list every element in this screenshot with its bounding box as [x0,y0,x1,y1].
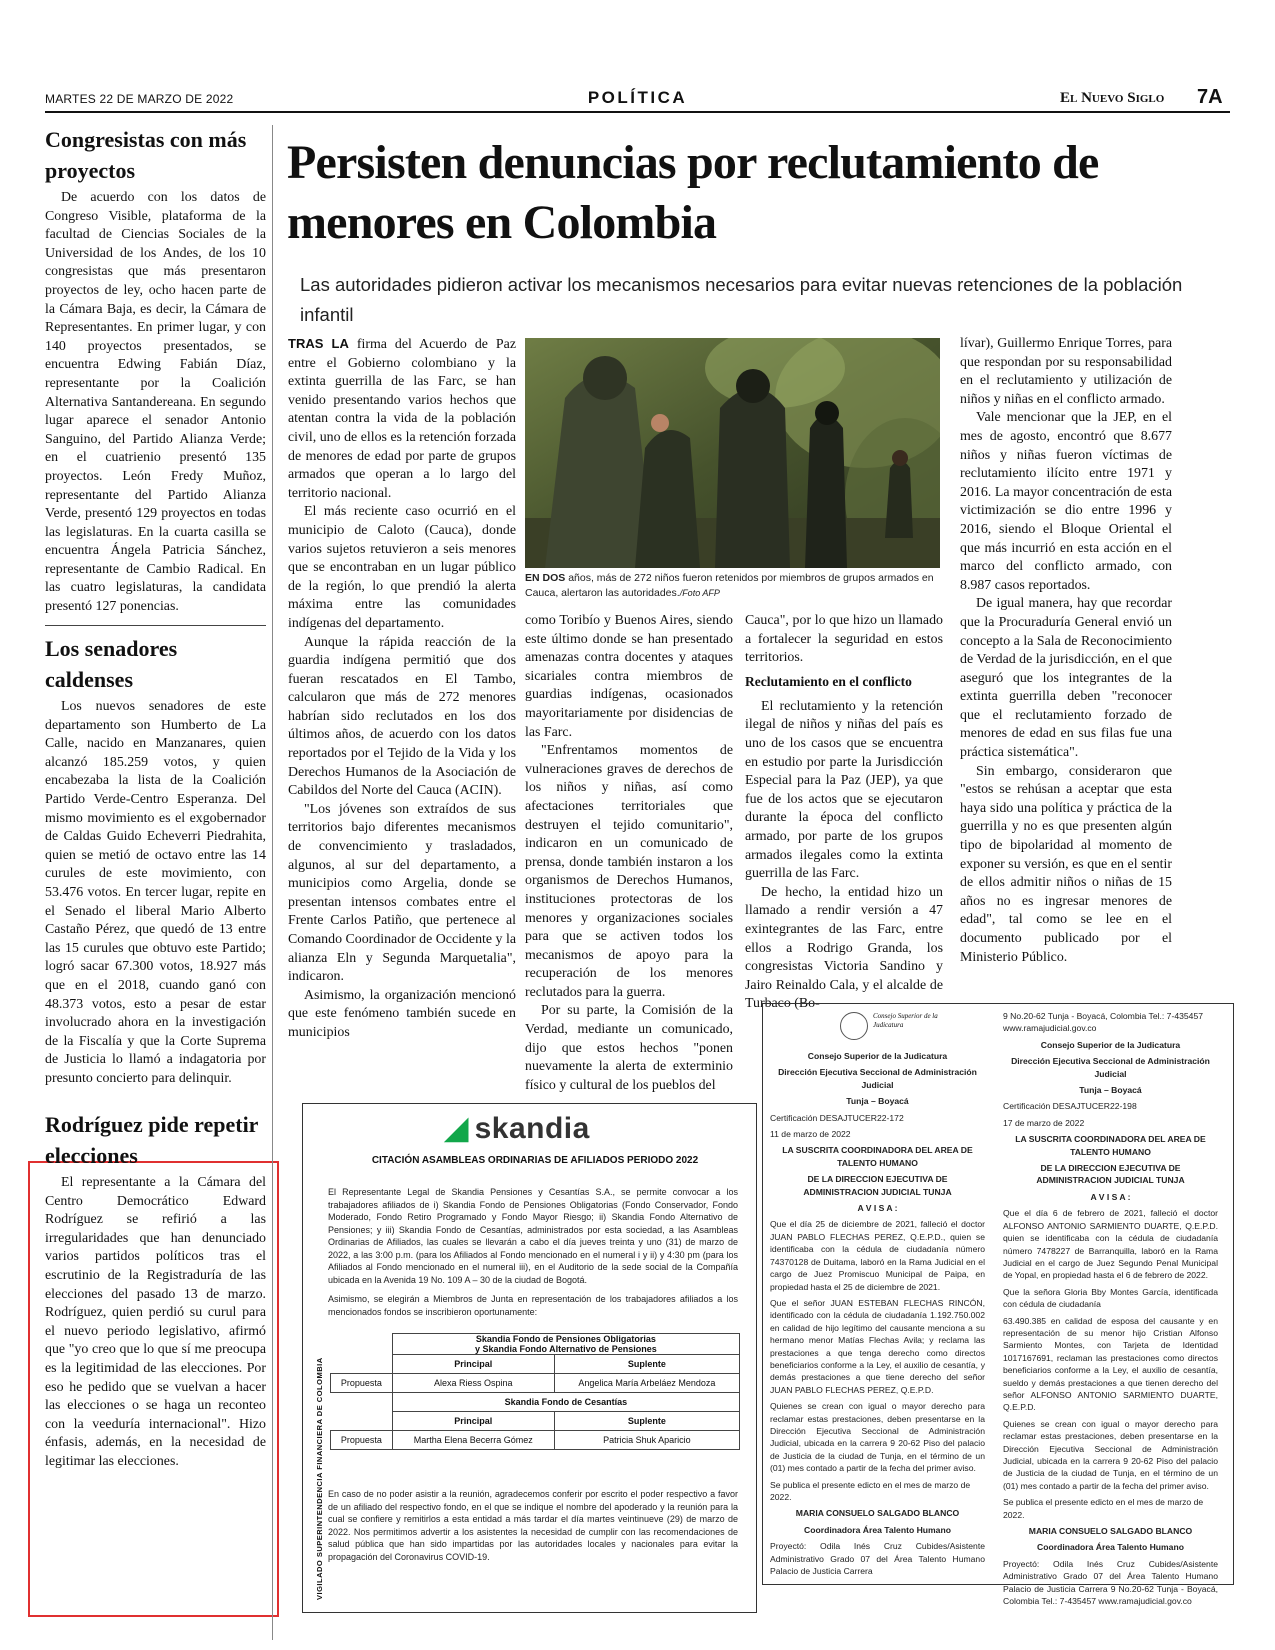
sidebar-title: Los senadores caldenses [45,636,178,692]
masthead-rule [45,111,1230,113]
ad-paragraph: El Representante Legal de Skandia Pensiones y Cesantías S.A., se permite convocar a los trabajadores afiliados de i) Skandia Fondo de Pensiones Obligatorias (Fondo Conservador, Fondo Moderado, Fondo Retiro Programado y Fondo Mayor Riesgo; ii) Skandia Fondo Alternativo de Pensiones; y iii) Skandia Fondo de Cesantías, administrados por esta sociedad, a las Asambleas Ordinarias de Afiliados, las cuales se llevarán a cabo el día jueves treinta y uno (31) de marzo de 2022, a las 3:00 p.m. (para los Afiliados al Fondo mencionado en el numeral i y ii) y 4:30 pm (para los Afiliados al Fondo mencionado en el numeral iii), en el Auditorio de la sede social de la Compañía ubicada en la Avenida 19 No. 109 A – 30 de la ciudad de Bogotá. [328,1187,738,1285]
sidebar-body: Los nuevos senadores de este departamento son Humberto de La Calle, nacido en Manzanares, quien alcanzó 185.259 votos, y quien encabezaba la lista de la Coalición Partido Verde-Centro Esperanza. Del mismo movimiento es el exgobernador de Caldas Guido Echeverri Piedrahita, quien se metió de octavo entre las 14 curules de este movimiento, con 53.476 votos. En tercer lugar, repite en el Senado el liberal Mario Alberto Castaño Pérez, que quedó de 13 entre las 15 curules que obtuvo este Partido; logró sacar 67.300 votos, 18.927 más que en el 2018, cuando ganó con 48.373 votos, esto a pesar de estar involucrado ahora en la investigación de la Fiscalía y que la Corte Suprema de Justicia lo llamó a indagatoria por presunto concierto para delinquir. [45,699,266,1086]
sidebar-story-senadores [45,633,266,1088]
section-name: POLÍTICA [587,88,688,107]
table-header: Principal [392,1355,554,1374]
article-column-1 [288,335,516,1043]
article-paragraph: "Enfrentamos momentos de vulneraciones graves de derechos de los niños y niñas, así como afectaciones territoriales que destruyen el tejido comunitario", indicaron en un comunicado de prensa, donde también instaron a los organismos de Derechos Humanos, instituciones protectoras de los menores y organizaciones sociales para que se activen todos los mecanismos de apoyo para la recuperación de los menores reclutados para la guerra. [525,743,733,1000]
article-paragraph: El reclutamiento y la retención ilegal de niños y niñas del país es uno de los casos que se encuentra en estudio por parte la Jurisdicción Especial para la Paz (JEP), ya que fue de los actos que se ejecutaron durante la época del conflicto armado, por parte de los grupos armados ilegales como la extinta guerrilla de las Farc. [745,698,943,882]
article-column-4 [960,335,1172,967]
article-column-2 [525,612,733,1095]
article-paragraph: Cauca", por lo que hizo un llamado a fortalecer la seguridad en estos territorios. [745,613,943,666]
ad-title: CITACIÓN ASAMBLEAS ORDINARIAS DE AFILIADOS PERIODO 2022 [371,1155,699,1166]
skandia-arrow-icon: ◢ [445,1112,469,1145]
article-paragraph: Por su parte, la Comisión de la Verdad, mediante un comunicado, dijo que estos hechos "ponen nuevamente la alerta de exterminio físico y cultural de los pueblos del [525,1003,733,1093]
news-photo [525,338,940,568]
sidebar-title: Congresistas con más proyectos [45,127,247,183]
sidebar-story-rodriguez [45,1109,266,1472]
article-paragraph: Aunque la rápida reacción de la guardia indígena permitió que dos fueran rescatados en El Tambo, calcularon que más de 272 menores habrían sido reclutados en los dos últimos años, de acuerdo con los datos reportados por el Tejido de la Vida y los Derechos Humanos de la Asociación de Cabildos del Norte del Cauca (ACIN). [288,634,516,799]
article-headline: Persisten denuncias por reclutamiento de menores en Colombia [287,136,1099,249]
soldiers-in-jungle-image [525,338,940,568]
article-paragraph: lívar), Guillermo Enrique Torres, para que respondan por su responsabilidad en el reclutamiento y utilización de niños y niñas en el conflicto armado. [960,336,1172,407]
issue-date: MARTES 22 DE MARZO DE 2022 [45,92,234,106]
article-paragraph: De igual manera, hay que recordar que la Procuraduría General envió un concepto a la Sala de Reconocimiento de Verdad de la jurisdicción, en el que aseguró que los integrantes de la extinta guerrilla deben "reconocer que el reclutamiento forzado de menores de edad en sus filas fue una práctica sistemática". [960,596,1172,761]
column-divider [272,125,273,1640]
newspaper-brand: El Nuevo Siglo [1060,90,1165,106]
sidebar-divider [45,625,266,626]
table-row: Propuesta Alexa Riess Ospina Angelica María Arbeláez Mendoza [331,1374,740,1393]
seal-caption: Consejo Superior de la Judicatura [873,1012,938,1029]
article-paragraph: De hecho, la entidad hizo un llamado a rendir versión a 47 exintegrantes de las Farc, entre ellos a Rodrigo Granda, los congresistas Victoria Sandino y Jairo Reinaldo Cala, y el alcalde de Turbaco (Bo- [745,884,943,1012]
lead-caps: TRAS LA [288,336,349,351]
table-header: Suplente [554,1412,739,1431]
photo-credit: /Foto AFP [679,588,720,598]
caption-lead: EN DOS [525,572,566,584]
notice-right: 9 No.20-62 Tunja - Boyacá, Colombia Tel.: 7-435457 www.ramajudicial.gov.co Consejo Superior de la Judicatura Dirección Ejecutiva Seccional de Administración Judicial Tunja – Boyacá Certificación DESAJTUCER22-198 17 de marzo de 2022 LA SUSCRITA COORDINADORA DEL AREA DE TALENTO HUMANO DE LA DIRECCION EJECUTIVA DE ADMINISTRACION JUDICIAL TUNJA A V I S A : Que el día 6 de febrero de 2021, falleció el doctor ALFONSO ANTONIO SARMIENTO DUARTE, Q.E.P.D. quien se identificaba con la cédula de ciudadanía número 7478227 de Barranquilla, laboró en la Rama Judicial en el cargo de Juez Segundo Penal Municipal de Yopal, en propiedad hasta el 6 de febrero de 2022. Que la señora Gloria Bby Montes García, identificada con cédula de ciudadanía 63.490.385 en calidad de esposa del causante y en representación de su menor hijo Cristian Alfonso Sarmiento Montes, con Tarjeta de Identidad 1017167691, reclaman las prestaciones como directos beneficiarios conforme a la Ley, el auxilio de cesantía, sueldo y demás prestaciones a que tienen derecho del señor ALFONSO ANTONIO SARMIENTO DUARTE, Q.E.P.D. Quienes se crean con igual o mayor derecho para reclamar estas prestaciones, deben presentarse en la Dirección Ejecutiva Seccional de Administración Judicial, ubicada en la carrera 9 20-62 Piso del palacio de Justicia de la ciudad de Tunja, en el término de un (01) mes contado a partir de la fecha del primer aviso. Se publica el presente edicto en el mes de marzo de 2022. MARIA CONSUELO SALGADO BLANCO Coordinadora Área Talento Humano Proyectó: Odila Inés Cruz Cubides/Asistente Administrativo Grado 07 del Área Talento Humano Palacio de Justicia Carrera 9 No.20-62 Tunja - Boyacá, Colombia Tel.: 7-435457 www.ramajudicial.gov.co [1003,1011,1218,1607]
candidates-table [330,1333,740,1450]
page-number: 7A [1197,86,1223,108]
photo-caption: EN DOS años, más de 272 niños fueron retenidos por miembros de grupos armados en Cauca, alertaron las autoridades./Foto AFP [525,572,934,599]
article-column-3 [745,612,943,1014]
sidebar-body: De acuerdo con los datos de Congreso Visible, plataforma de la facultad de Ciencias Sociales de la Universidad de los Andes, de los 10 congresistas que más presentaron proyectos de ley, ocho hacen parte de la Cámara Baja, es decir, la Cámara de Representantes. En primer lugar, y con 140 proyectos presentados, se encuentra Edwing Fabián Díaz, representante por la Coalición Alternativa Santandereana. En segundo lugar aparece el senador Antonio Sanguino, del Partido Alianza Verde; en el cuatrienio presentó 135 proyectos. León Fredy Muñoz, representante del Partido Alianza Verde, presentó 129 proyectos en todas las legislaturas. En la cuarta casilla se encuentra Ángela Patricia Sánchez, representante de Cambio Radical. En las cuatro legislaturas, la candidata presentó 127 ponencias. [45,190,266,615]
sidebar-body: El representante a la Cámara del Centro Democrático Edward Rodríguez se refirió a las irregularidades que han denunciado varios partidos políticos tras el escrutinio de la Registraduría de las elecciones del pasado 13 de marzo. Rodríguez, quien perdió su curul para el nuevo periodo legislativo, afirmó que "yo creo que lo que sí me preocupa es la legitimidad de las elecciones. Por eso he pedido que se vuelvan a hacer las elecciones o se haga un reconteo con la veeduría internacional". Hizo énfasis, además, en la necesidad de legitimar las elecciones. [45,1175,266,1469]
ad-paragraph: En caso de no poder asistir a la reunión, agradecemos conferir por escrito el poder respectivo a favor de un afiliado del respectivo fondo, en el que se indique el nombre del apoderado y la reunión para la cual se confiere y remitirlos a esta entidad a más tardar el día martes veintinueve (29) de marzo de 2022. Nos permitimos advertir a los asistentes la necesidad de cumplir con las recomendaciones de salud pública que han sido impartidas por las autoridades locales y nacionales para evitar la propagación del Coronavirus COVID-19. [328,1489,738,1562]
table-header: Suplente [554,1355,739,1374]
ad-paragraph: Asimismo, se elegirán a Miembros de Junta en representación de los trabajadores afiliados a los mencionados fondos se inscribieron oportunamente: [328,1294,738,1317]
vigilado-label: VIGILADO SUPERINTENDENCIA FINANCIERA DE COLOMBIA [315,1357,324,1600]
article-paragraph: TRAS LA firma del Acuerdo de Paz entre el Gobierno colombiano y la extinta guerrilla de las Farc, se han venido presentando varios hechos que atentan contra la vida de la población civil, uno de ellos es la retención forzada de menores de edad por parte de grupos armados que operan a lo largo del territorio nacional. [288,336,516,501]
skandia-logo: ◢ skandia [445,1112,590,1145]
sidebar-story-congresistas [45,124,266,617]
sidebar-title: Rodríguez pide repetir elecciones [45,1112,259,1168]
article-deck: Las autoridades pidieron activar los mecanismos necesarios para evitar nuevas retenciones de la población infantil [300,274,1183,325]
article-paragraph: Sin embargo, consideraron que "estos se rehúsan a aceptar que esta haya sido una política y práctica de la guerrilla y no es que presenten algún tipo de bipolaridad al momento de exponer su versión, es que en el sentir de ellos admitir niños o niñas de 15 años no es ingresar menores de edad", tal como se lee en el documento publicado por el Ministerio Público. [960,763,1172,965]
article-paragraph: Asimismo, la organización mencionó que este fenómeno también sucede en municipios [288,987,516,1040]
notice-left: Consejo Superior de la Judicatura Dirección Ejecutiva Seccional de Administración Judicial Tunja – Boyacá Certificación DESAJTUCER22-172 11 de marzo de 2022 LA SUSCRITA COORDINADORA DEL AREA DE TALENTO HUMANO DE LA DIRECCION EJECUTIVA DE ADMINISTRACION JUDICIAL TUNJA A V I S A : Que el día 25 de diciembre de 2021, falleció el doctor JUAN PABLO FLECHAS PEREZ, Q.E.P.D., quien se identificaba con la cédula de ciudadanía número 74370128 de Duitama, laboró en la Rama Judicial en el cargo de Juez Promiscuo Municipal de Paipa, en propiedad hasta el 25 de diciembre de 2021. Que el señor JUAN ESTEBAN FLECHAS RINCÓN, identificado con la cédula de ciudadanía 1.192.750.002 en calidad de hijo legítimo del causante menciona a su hermano menor Matías Flechas Avila; y reclama las prestaciones a que tenga derecho como directos beneficiarios conforme a la Ley, el auxilio de cesantía, y demás prestaciones a que tiene derecho del señor JUAN PABLO FLECHAS PEREZ, Q.E.P.D. Quienes se crean con igual o mayor derecho para reclamar estas prestaciones, deben presentarse en la Dirección Ejecutiva Seccional de Administración Judicial, ubicada en la carrera 9 20-62 Piso del palacio de Justicia de la ciudad de Tunja, en el término de un (01) mes contado a partir de la fecha del primer aviso. Se publica el presente edicto en el mes de marzo de 2022. MARIA CONSUELO SALGADO BLANCO Coordinadora Área Talento Humano Proyectó: Odila Inés Cruz Cubides/Asistente Administrativo Grado 07 del Área Talento Humano Palacio de Justicia Carrera [770,1051,985,1577]
article-paragraph: El más reciente caso ocurrió en el municipio de Caloto (Cauca), donde varios sujetos retuvieron a seis menores que se encontraban en un lugar público de la región, lo que prendió la alerta máxima entre las comunidades indígenas del departamento. [288,504,516,631]
article-subhead: Reclutamiento en el conflicto [745,673,912,689]
article-paragraph: como Toribío y Buenos Aires, siendo este último donde se han presentado amenazas contra docentes y ataques sicariales contra miembros de guardias indígenas, ocasionados mayoritariamente por disidencias de las Farc. [525,613,733,740]
table-header: Principal [392,1412,554,1431]
colombia-seal-icon [840,1012,868,1040]
table-header: Skandia Fondo de Pensiones Obligatorias y Skandia Fondo Alternativo de Pensiones [392,1334,739,1355]
article-paragraph: "Los jóvenes son extraídos de sus territorios bajo diferentes mecanismos de convencimiento y trasladados, algunos, al sur del departamento, a municipios como Argelia, donde se presentan intensos combates entre el Frente Carlos Patiño, que pertenece al Comando Coordinador de Occidente y la alianza Eln y Segunda Marquetalia", indicaron. [288,801,516,985]
table-header: Skandia Fondo de Cesantías [392,1393,739,1412]
table-row: Propuesta Martha Elena Becerra Gómez Patricia Shuk Aparicio [331,1431,740,1450]
article-paragraph: Vale mencionar que la JEP, en el mes de agosto, encontró que 8.677 niños y niñas fueron víctimas de reclutamiento ilícito entre 1971 y 2016. La mayor concentración de esta victimización se dio entre 1996 y 2016, siendo el Bloque Oriental el que más incurrió en esta acción en el marco del conflicto armado, con 8.987 casos reportados. [960,410,1172,593]
